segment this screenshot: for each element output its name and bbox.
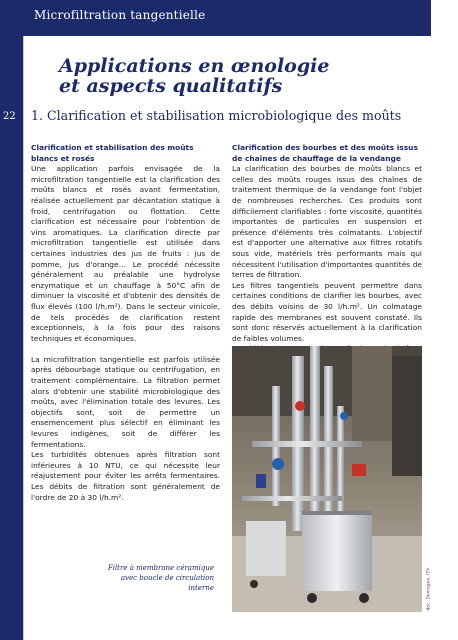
photo-caption-line-1: Filtre à membrane céramique bbox=[107, 564, 214, 572]
left-paragraph-3: Les turbidités obtenues après filtration sont inférieures à 10 NTU, ce qui nécessite leur réajustement pour éviter les arrêts fermentaires. Les débits de filtration sont généralement de l'ordre de 20 à 30 l/h.m². bbox=[31, 450, 220, 502]
photo-caption bbox=[102, 563, 214, 593]
page-title-line-1: Applications en œnologie bbox=[59, 55, 330, 77]
running-header-title: Microfiltration tangentielle bbox=[34, 8, 206, 22]
left-column-heading: Clarification et stabilisation des moûts blancs et rosés bbox=[31, 143, 194, 163]
photo-credit-text: doc. Domagne, ITV bbox=[426, 567, 432, 611]
right-paragraph-1: La clarification des bourbes de moûts blancs et celles des moûts rouges issus des chaînes de traitement thermique de la vendange font l'objet de nombreuses recherches. Ces produits sont difficilement clarifiables : forte viscosité, quantités importantes de particules en suspension et présence d'éléments très colmatants. L'objectif est d'apporter une alternative aux filtres rotatifs sous vide, matériels très performants mais qui nécessitent l'utilisation d'importantes quantités de terres de filtration. bbox=[232, 164, 422, 280]
header-corner bbox=[431, 0, 458, 36]
left-paragraph-1: Une application parfois envisagée de la microfiltration tangentielle est la clarification des moûts blancs et rosés avant fermentation, réalisée actuellement par décantation statique à froid, centrifugation ou flottation. Cette clarification est nécessaire pour l'obtention de vins aromatiques. La clarification directe par microfiltration tangentielle est utilisée dans certaines industries des jus de fruits : jus de pomme, jus d'orange… Le procédé nécessite généralement au préalable une hydrolyse enzymatique et un chauffage à 50°C afin de diminuer la viscosité et d'obtenir des densités de flux élevés (100 l/h.m²). Dans le secteur vinicole, de tels procédés de clarification restent exceptionnels, à la fois pour des raisons techniques et économiques. bbox=[31, 164, 220, 343]
right-paragraph-2: Les filtres tangentiels peuvent permettre dans certaines conditions de clarifier les bourbes, avec des débits voisins de 30 l/h.m². Un colmatage rapide des membranes est souvent constaté. Ils sont donc réservés actuellement à la clarification de faibles volumes. bbox=[232, 280, 422, 343]
page-title-line-2: et aspects qualitatifs bbox=[59, 75, 283, 97]
page-number: 22 bbox=[3, 111, 16, 122]
page-title bbox=[59, 56, 419, 96]
photo-credit bbox=[421, 556, 431, 612]
left-paragraph-2: La microfiltration tangentielle est parfois utilisée après débourbage statique ou centrifugation, en traitement complémentaire. La filtration permet alors d'obtenir une stabilité microbiologique des moûts, avec l'élimination totale des levures. Les objectifs sont, soit de permettre un ensemencement plus sélectif en éliminant les levures indigènes, soit de différer les fermentations. bbox=[31, 354, 220, 449]
top-bar bbox=[0, 0, 458, 36]
left-sidebar bbox=[0, 36, 23, 640]
photo-caption-line-2: avec boucle de circulation interne bbox=[120, 574, 214, 592]
filter-photo bbox=[232, 346, 422, 612]
right-column-heading: Clarification des bourbes et des moûts issus de chaînes de chauffage de la vendange bbox=[232, 143, 418, 163]
left-column bbox=[31, 143, 220, 503]
header-band bbox=[0, 0, 431, 36]
margin-rule bbox=[23, 36, 24, 640]
section-title: 1. Clarification et stabilisation microbiologique des moûts bbox=[31, 108, 402, 123]
filter-equipment-illustration bbox=[232, 346, 422, 612]
